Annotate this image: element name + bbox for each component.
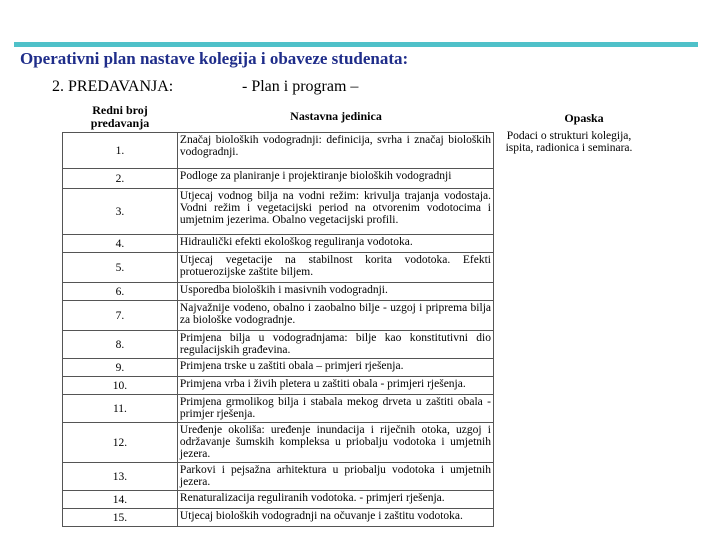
lecture-number: 4. (63, 235, 178, 253)
note-text: Podaci o strukturi kolegija, ispita, radionica i seminara. (505, 130, 633, 154)
table-row (63, 133, 494, 169)
teaching-unit: Utjecaj bioloških vodogradnji na očuvanje i zaštitu vodotoka. (177, 509, 493, 527)
teaching-unit: Parkovi i pejsažna arhitektura u priobalju vodotoka i umjetnih jezera. (177, 463, 493, 491)
lecture-rows (62, 132, 494, 527)
table-row (63, 331, 494, 359)
table-row (63, 253, 494, 283)
lecture-number: 5. (63, 253, 178, 283)
page-title: Operativni plan nastave kolegija i obaveze studenata: (20, 49, 409, 68)
teaching-unit: Utjecaj vegetacije na stabilnost korita vodotoka. Efekti protuerozijske zaštite biljem. (177, 253, 493, 283)
teaching-unit: Primjena grmolikog bilja i stabala mekog drveta u zaštiti obala - primjer rješenja. (177, 395, 493, 423)
teaching-unit: Hidraulički efekti ekološkog reguliranja vodotoka. (177, 235, 493, 253)
table-row (63, 395, 494, 423)
column-header-teaching-unit: Nastavna jedinica (290, 109, 382, 123)
lecture-plan-table (62, 102, 494, 538)
table-row (63, 235, 494, 253)
table-row (63, 283, 494, 301)
column-header-note: Opaska (564, 111, 604, 125)
section-heading (52, 78, 359, 96)
table-row (63, 491, 494, 509)
lecture-number: 9. (63, 359, 178, 377)
lecture-number: 1. (63, 133, 178, 169)
section-plan-label: - Plan i program – (242, 78, 359, 95)
section-number-label: 2. PREDAVANJA: (52, 78, 174, 95)
table-row (63, 509, 494, 527)
lecture-number: 3. (63, 189, 178, 235)
teaching-unit: Uređenje okoliša: uređenje inundacija i riječnih otoka, uzgoj i održavanje šumskih kompleksa u priobalju vodotoka i umjetnih jezera. (177, 423, 493, 463)
table-row (63, 169, 494, 189)
teaching-unit: Usporedba bioloških i masivnih vodogradnji. (177, 283, 493, 301)
table-row (63, 423, 494, 463)
teaching-unit: Podloge za planiranje i projektiranje bioloških vodogradnji (177, 169, 493, 189)
column-header-lecture-number: Redni broj predavanja (90, 103, 150, 130)
lecture-number: 12. (63, 423, 178, 463)
lecture-number: 10. (63, 377, 178, 395)
lecture-number: 2. (63, 169, 178, 189)
lecture-number: 11. (63, 395, 178, 423)
teaching-unit: Najvažnije vodeno, obalno i zaobalno bilje - uzgoj i priprema bilja za biološke vodogradnje. (177, 301, 493, 331)
lecture-number: 13. (63, 463, 178, 491)
teaching-unit: Renaturalizacija reguliranih vodotoka. - primjeri rješenja. (177, 491, 493, 509)
top-accent-bar (14, 42, 698, 47)
table-row (63, 377, 494, 395)
teaching-unit: Značaj bioloških vodogradnji: definicija, svrha i značaj bioloških vodogradnji. (177, 133, 493, 169)
teaching-unit: Primjena vrba i živih pletera u zaštiti obala - primjeri rješenja. (177, 377, 493, 395)
lecture-number: 14. (63, 491, 178, 509)
table-row (63, 359, 494, 377)
table-row (63, 301, 494, 331)
lecture-number: 6. (63, 283, 178, 301)
teaching-unit: Primjena bilja u vodogradnjama: bilje kao konstitutivni dio regulacijskih građevina. (177, 331, 493, 359)
lecture-number: 8. (63, 331, 178, 359)
table-row (63, 189, 494, 235)
table-row (63, 463, 494, 491)
teaching-unit: Utjecaj vodnog bilja na vodni režim: krivulja trajanja vodostaja. Vodni režim i vegetacijski period na otvorenim vodotocima i umjetnim jezerima. Obalno vegetacijski profili. (177, 189, 493, 235)
lecture-number: 7. (63, 301, 178, 331)
teaching-unit: Primjena trske u zaštiti obala – primjeri rješenja. (177, 359, 493, 377)
lecture-number: 15. (63, 509, 178, 527)
